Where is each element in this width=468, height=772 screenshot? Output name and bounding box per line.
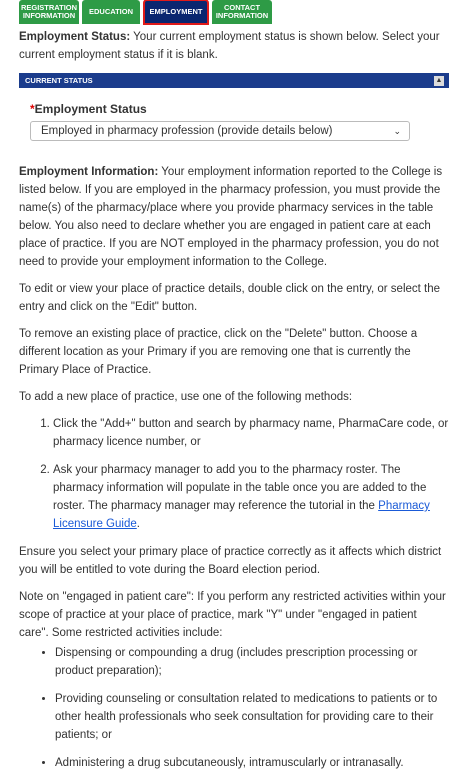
employment-status-select[interactable] [30,121,410,141]
tab-bar [0,0,468,26]
tab-registration-information[interactable] [19,0,79,24]
list-item: • Dispensing or compounding a drug (includes prescription processing or product preparation); [55,644,449,680]
chevron-down-icon: ⌄ [393,126,401,136]
add-instructions: To add a new place of practice, use one of the following methods: [19,391,353,403]
employment-status-field [19,88,449,141]
tab-education[interactable] [82,0,140,24]
employment-status-label-text: Employment Status [34,102,147,116]
list-item [53,461,449,533]
employment-status-label [30,100,449,118]
employment-information-text: Your employment information reported to the College is listed below. If you are employed in the pharmacy profession, you must provide the name(s) of the pharmacy/place where you provide pharmacy services in the table below. You also need to declare whether you are engaged in patient care at each place of practice. If you are NOT employed in the pharmacy profession, you do not need to provide your employment information to the College. [19,166,443,268]
method-two-text: Ask your pharmacy manager to add you to the pharmacy roster. The pharmacy information will populate in the table once you are added to the roster. The pharmacy manager may reference the tutorial in the [53,464,427,512]
tab-contact-information[interactable] [212,0,272,24]
list-item: 1. Click the "Add+" button and search by pharmacy name, PharmaCare code, or pharmacy licence number, or [53,415,449,451]
add-methods-list [19,415,449,533]
tab-label: CONTACT [223,3,261,12]
status-intro-text: Your current employment status is shown below. Select your current employment status if it is blank. [19,31,440,61]
remove-instructions: To remove an existing place of practice, click on the "Delete" button. Choose a different location as your Primary if you are removing one that is currently the Primary Place of Practice. [19,328,418,376]
method-two-suffix: . [136,518,140,530]
employment-content [0,28,468,772]
tab-employment[interactable] [144,0,208,24]
collapse-icon[interactable]: ▲ [435,76,443,84]
tab-label: EDUCATION [88,7,134,16]
status-intro [19,28,449,64]
required-marker: * [30,102,35,116]
list-item: • Administering a drug subcutaneously, intramuscularly or intranasally. [55,754,449,772]
pharmacy-licensure-guide-link[interactable]: Pharmacy Licensure Guide [53,500,430,530]
employment-information-label: Employment Information: [19,166,159,178]
list-item: • Providing counseling or consultation related to medications to patients or to other health professionals who seek consultation for providing care to their patients; or [55,690,449,744]
tab-label: EMPLOYMENT [149,7,203,16]
employment-information [19,163,449,271]
employment-status-selected: Employed in pharmacy profession (provide details below) [41,125,333,137]
current-status-panel-header [19,73,449,88]
patient-care-note: Note on "engaged in patient care": If you perform any restricted activities within your scope of practice at your place of practice, mark "Y" under "engaged in patient care". Some restricted activities include: [19,591,446,639]
edit-instructions: To edit or view your place of practice details, double click on the entry, or select the entry and click on the "Edit" button. [19,283,441,313]
panel-title: CURRENT STATUS [25,75,93,85]
status-intro-label: Employment Status: [19,31,131,43]
restricted-activities-list [19,644,449,772]
tab-label: INFORMATION [22,11,76,20]
tab-label: REGISTRATION [20,3,78,12]
ensure-primary-note: Ensure you select your primary place of practice correctly as it affects which district you will be entitled to vote during the Board election period. [19,546,442,576]
tab-label: INFORMATION [215,11,269,20]
